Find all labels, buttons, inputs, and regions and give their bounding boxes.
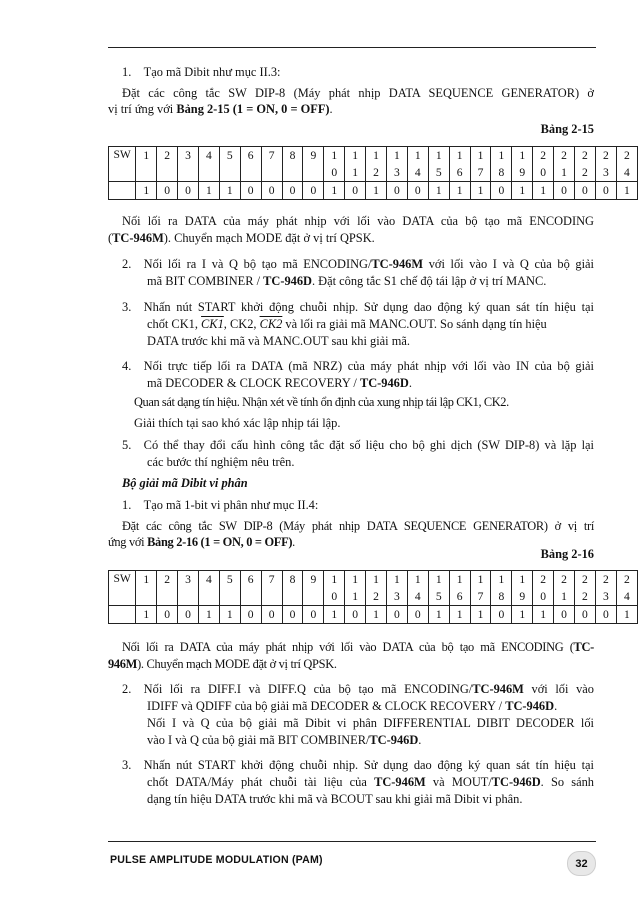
switch-number-digit: 4: [407, 588, 428, 606]
switch-number-digit: 3: [386, 164, 407, 182]
switch-number: 1: [512, 571, 533, 589]
switch-number: 2: [616, 147, 637, 165]
step-2: Nối I và Q của bộ giải mã Dibit vi phân DIFFERENTIAL DIBIT DECODER lối: [147, 716, 594, 730]
switch-number: 1: [449, 571, 470, 589]
switch-value: 0: [157, 182, 178, 200]
footer-rule: [108, 841, 596, 842]
switch-number-digit: 3: [386, 588, 407, 606]
switch-number: 1: [491, 571, 512, 589]
switch-value: 0: [178, 606, 199, 624]
paragraph: Nối lối ra DATA của máy phát nhịp với lối vào DATA của bộ tạo mã ENCODING (TC-: [122, 640, 594, 654]
switch-number-digit: [261, 588, 282, 606]
switch-number-digit: [157, 588, 178, 606]
step-4: 4. Nối trực tiếp lối ra DATA (mã NRZ) của máy phát nhịp với lối vào IN của bộ giải: [122, 359, 594, 373]
switch-number-digit: 9: [512, 164, 533, 182]
switch-number: 2: [554, 147, 575, 165]
paragraph: (TC-946M). Chuyển mạch MODE đặt ở vị trí QPSK.: [108, 231, 375, 245]
switch-label: SW: [109, 571, 136, 606]
step-1-heading: 1. Tạo mã 1-bit vi phân như mục II.4:: [122, 498, 319, 512]
switch-value: 0: [261, 182, 282, 200]
footer-title: PULSE AMPLITUDE MODULATION (PAM): [110, 854, 323, 866]
switch-number: 1: [386, 571, 407, 589]
switch-number-digit: [136, 588, 157, 606]
step-2: 2. Nối lối ra DIFF.I và DIFF.Q của bộ tạo mã ENCODING/TC-946M với lối vào: [122, 682, 594, 696]
switch-table: [108, 146, 638, 200]
switch-number: 2: [595, 147, 616, 165]
switch-number-digit: 1: [345, 588, 366, 606]
switch-number: 1: [136, 571, 157, 589]
step-3: chốt CK1, CK1, CK2, CK2 và lối ra giải mã MANC.OUT. So sánh dạng tín hiệu: [147, 317, 547, 331]
switch-value: 1: [324, 182, 345, 200]
switch-number: 2: [616, 571, 637, 589]
switch-number-digit: 1: [345, 164, 366, 182]
switch-number-digit: [303, 164, 324, 182]
switch-number: 9: [303, 147, 324, 165]
switch-number-digit: 0: [324, 588, 345, 606]
switch-value: 1: [512, 182, 533, 200]
switch-value: 0: [178, 182, 199, 200]
switch-number-digit: [178, 164, 199, 182]
switch-number-digit: 0: [324, 164, 345, 182]
switch-number-digit: 3: [595, 164, 616, 182]
switch-number: 5: [219, 147, 240, 165]
step-5: các bước thí nghiệm nêu trên.: [147, 455, 295, 469]
switch-value: 1: [533, 606, 554, 624]
switch-value: 0: [261, 606, 282, 624]
switch-number: 1: [366, 147, 387, 165]
switch-value: 1: [324, 606, 345, 624]
switch-number-digit: 0: [533, 588, 554, 606]
switch-number: 1: [428, 571, 449, 589]
switch-number: 6: [240, 147, 261, 165]
switch-value: 1: [428, 606, 449, 624]
switch-value: 0: [240, 606, 261, 624]
switch-number-digit: 6: [449, 588, 470, 606]
switch-number-digit: [198, 588, 219, 606]
switch-number: 1: [345, 571, 366, 589]
switch-number: 7: [261, 147, 282, 165]
switch-number-digit: 1: [554, 588, 575, 606]
switch-number-digit: [219, 588, 240, 606]
switch-setting-line: ứng với Bảng 2-16 (1 = ON, 0 = OFF).: [108, 535, 295, 549]
switch-value: 1: [449, 182, 470, 200]
switch-value: 1: [366, 606, 387, 624]
switch-number-digit: 0: [533, 164, 554, 182]
page-number: 32: [567, 851, 596, 876]
switch-number: 2: [595, 571, 616, 589]
switch-number: 1: [407, 147, 428, 165]
switch-number-digit: 4: [616, 588, 637, 606]
switch-value: 0: [575, 606, 596, 624]
switch-number: 6: [240, 571, 261, 589]
paragraph: 946M). Chuyển mạch MODE đặt ở vị trí QPSK.: [108, 657, 337, 671]
switch-number: 1: [366, 571, 387, 589]
switch-number-digit: 9: [512, 588, 533, 606]
switch-value: 1: [616, 606, 637, 624]
switch-value: 0: [303, 606, 324, 624]
switch-number: 3: [178, 571, 199, 589]
value-label: [109, 606, 136, 624]
switch-value: 0: [595, 606, 616, 624]
switch-number-digit: 1: [554, 164, 575, 182]
explain-note: Giải thích tại sao khó xác lập nhịp tái lập.: [134, 416, 341, 430]
switch-number-digit: [136, 164, 157, 182]
switch-number: 4: [198, 571, 219, 589]
switch-number-digit: [157, 164, 178, 182]
switch-number-digit: 7: [470, 164, 491, 182]
switch-number-digit: [282, 588, 303, 606]
switch-value: 0: [407, 606, 428, 624]
switch-setting-line: Đặt các công tắc SW DIP-8 (Máy phát nhịp DATA SEQUENCE GENERATOR) ở: [122, 86, 594, 100]
table-caption: Bảng 2-15: [540, 122, 594, 136]
switch-value: 0: [282, 182, 303, 200]
step-2: 2. Nối lối ra I và Q bộ tạo mã ENCODING/TC-946M với lối vào I và Q của bộ giải: [122, 257, 594, 271]
switch-number: 2: [157, 571, 178, 589]
switch-value: 0: [386, 182, 407, 200]
switch-table: [108, 570, 638, 624]
switch-number: 7: [261, 571, 282, 589]
switch-value: 1: [533, 182, 554, 200]
observation-note: Quan sát dạng tín hiệu. Nhận xét về tính ổn định của xung nhịp tái lập CK1, CK2.: [134, 395, 509, 409]
switch-value: 0: [303, 182, 324, 200]
switch-number: 2: [533, 571, 554, 589]
switch-value: 0: [491, 182, 512, 200]
switch-value: 0: [282, 606, 303, 624]
step-3: dạng tín hiệu DATA trước khi mã và BCOUT sau khi giải mã Dibit vi phân.: [147, 792, 523, 806]
switch-value: 1: [219, 606, 240, 624]
ck2-bar: CK2: [259, 317, 283, 331]
switch-number-digit: [261, 164, 282, 182]
switch-number-digit: 7: [470, 588, 491, 606]
switch-number-digit: 2: [575, 164, 596, 182]
switch-number-digit: 8: [491, 164, 512, 182]
switch-number: 1: [470, 571, 491, 589]
step-4: mã DECODER & CLOCK RECOVERY / TC-946D.: [147, 376, 412, 390]
switch-setting-line: Đặt các công tắc SW DIP-8 (Máy phát nhịp DATA SEQUENCE GENERATOR) ở vị trí: [122, 519, 594, 533]
switch-number-digit: 2: [575, 588, 596, 606]
switch-number-digit: 4: [616, 164, 637, 182]
switch-value: 0: [407, 182, 428, 200]
step-2: vào I và Q của bộ giải mã BIT COMBINER/TC-946D.: [147, 733, 422, 747]
switch-number-digit: [198, 164, 219, 182]
switch-value: 1: [616, 182, 637, 200]
switch-number: 1: [324, 147, 345, 165]
switch-value: 1: [366, 182, 387, 200]
switch-number-digit: 2: [366, 588, 387, 606]
switch-number-digit: [240, 164, 261, 182]
switch-number-digit: [240, 588, 261, 606]
switch-number: 3: [178, 147, 199, 165]
step-3: chốt DATA/Máy phát chuỗi tài liệu của TC-946M và MOUT/TC-946D. So sánh: [147, 775, 594, 789]
section-heading: Bộ giải mã Dibit vi phân: [122, 476, 248, 490]
switch-number-digit: 8: [491, 588, 512, 606]
switch-number: 4: [198, 147, 219, 165]
switch-number: 8: [282, 147, 303, 165]
switch-value: 0: [595, 182, 616, 200]
switch-value: 1: [470, 182, 491, 200]
switch-value: 0: [554, 182, 575, 200]
switch-number: 1: [491, 147, 512, 165]
switch-value: 1: [470, 606, 491, 624]
switch-setting-line: vị trí ứng với Bảng 2-15 (1 = ON, 0 = OFF).: [108, 102, 333, 116]
switch-number: 2: [575, 147, 596, 165]
switch-number: 2: [157, 147, 178, 165]
step-3: DATA trước khi mã và MANC.OUT sau khi giải mã.: [147, 334, 410, 348]
switch-number-digit: 5: [428, 588, 449, 606]
switch-number-digit: 3: [595, 588, 616, 606]
switch-value: 1: [136, 606, 157, 624]
switch-number-digit: 6: [449, 164, 470, 182]
switch-value: 0: [554, 606, 575, 624]
switch-number: 1: [407, 571, 428, 589]
switch-number: 1: [386, 147, 407, 165]
switch-number-digit: [178, 588, 199, 606]
switch-number: 1: [136, 147, 157, 165]
step-2: mã BIT COMBINER / TC-946D. Đặt công tắc S1 chế độ tái lập ở vị trí MANC.: [147, 274, 547, 288]
step-3: 3. Nhấn nút START khởi động chuỗi nhịp. Sử dụng dao động ký quan sát tín hiệu tại: [122, 300, 594, 314]
switch-number: 5: [219, 571, 240, 589]
switch-number: 2: [554, 571, 575, 589]
switch-number: 2: [575, 571, 596, 589]
step-3: 3. Nhấn nút START khởi động chuỗi nhịp. Sử dụng dao động ký quan sát tín hiệu tại: [122, 758, 594, 772]
switch-number-digit: [282, 164, 303, 182]
switch-value: 1: [198, 182, 219, 200]
switch-value: 0: [575, 182, 596, 200]
switch-value: 1: [219, 182, 240, 200]
switch-number: 2: [533, 147, 554, 165]
switch-number: 8: [282, 571, 303, 589]
switch-value: 0: [345, 606, 366, 624]
paragraph: Nối lối ra DATA của máy phát nhịp với lối vào DATA của bộ tạo mã ENCODING: [122, 214, 594, 228]
switch-value: 0: [157, 606, 178, 624]
header-rule: [108, 47, 596, 48]
switch-value: 0: [240, 182, 261, 200]
switch-number-digit: 5: [428, 164, 449, 182]
ck1-bar: CK1: [201, 317, 224, 331]
switch-number: 1: [428, 147, 449, 165]
step-1-heading: 1. Tạo mã Dibit như mục II.3:: [122, 65, 281, 79]
switch-number: 1: [345, 147, 366, 165]
switch-value: 1: [136, 182, 157, 200]
switch-number: 1: [512, 147, 533, 165]
switch-value: 1: [512, 606, 533, 624]
value-label: [109, 182, 136, 200]
switch-number-digit: 4: [407, 164, 428, 182]
switch-value: 0: [386, 606, 407, 624]
step-2: IDIFF và QDIFF của bộ giải mã DECODER & CLOCK RECOVERY / TC-946D.: [147, 699, 558, 713]
switch-value: 1: [428, 182, 449, 200]
step-5: 5. Có thể thay đổi cấu hình công tắc đặt số liệu cho bộ ghi dịch (SW DIP-8) và lặp lại: [122, 438, 594, 452]
switch-value: 0: [345, 182, 366, 200]
switch-number: 1: [470, 147, 491, 165]
switch-number: 1: [449, 147, 470, 165]
switch-value: 0: [491, 606, 512, 624]
switch-number: 9: [303, 571, 324, 589]
switch-value: 1: [449, 606, 470, 624]
switch-label: SW: [109, 147, 136, 182]
switch-number-digit: [219, 164, 240, 182]
switch-value: 1: [198, 606, 219, 624]
switch-number: 1: [324, 571, 345, 589]
switch-number-digit: 2: [366, 164, 387, 182]
switch-number-digit: [303, 588, 324, 606]
table-caption: Bảng 2-16: [540, 547, 594, 561]
